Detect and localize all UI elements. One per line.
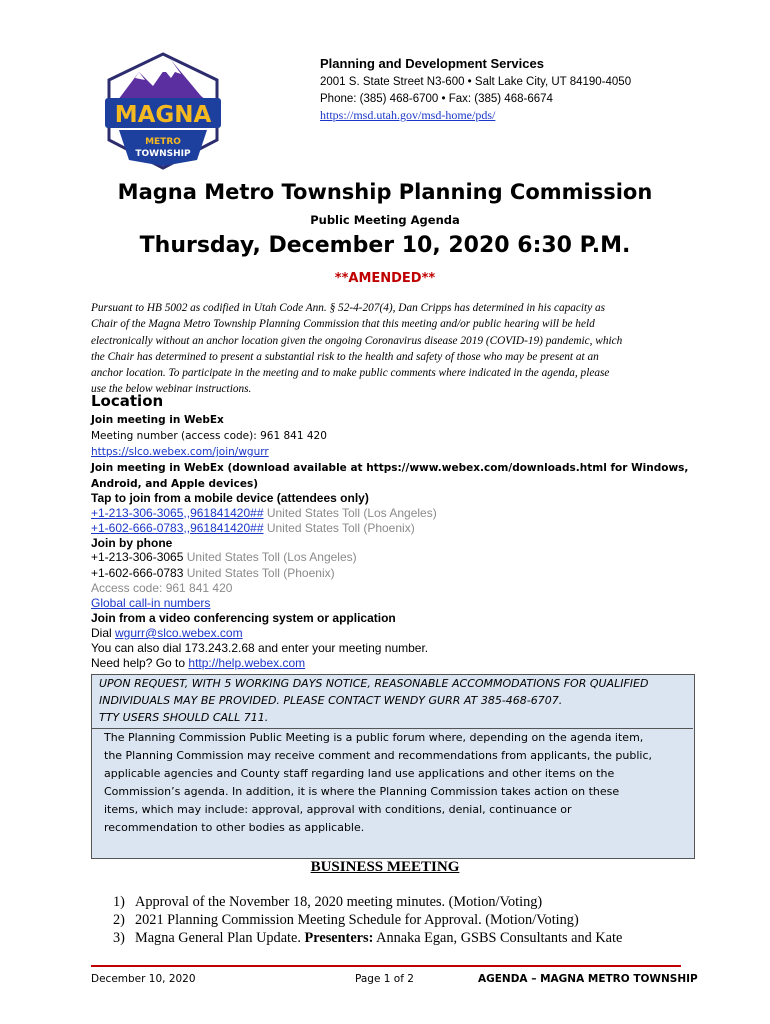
page-subtitle: Public Meeting Agenda [310,213,460,227]
public-forum-line: the Planning Commission may receive comment and recommendations from applicants, the public, [104,749,653,762]
join-webex-label: Join meeting in WebEx [91,414,224,426]
agenda-item-text: Magna General Plan Update. [135,930,305,946]
phone-number-la: +1-213-306-3065 [91,550,184,564]
intro-line: Pursuant to HB 5002 as codified in Utah Code Ann. § 52-4-207(4), Dan Cripps has determined in his capacity as [91,302,606,314]
mobile-dial-row-1 [91,506,437,520]
webex-download-line-2: Android, and Apple devices) [91,478,259,490]
phone-row-1 [91,550,357,564]
phone-desc-phoenix: United States Toll (Phoenix) [183,566,335,580]
agenda-item-text: 2021 Planning Commission Meeting Schedule for Approval. (Motion/Voting) [135,912,579,928]
webex-download-line-1: Join meeting in WebEx (download available at https://www.webex.com/downloads.html for Windows, [91,462,689,474]
footer-rule [91,965,681,967]
meeting-date: Thursday, December 10, 2020 6:30 P.M. [139,233,631,258]
agenda-item [113,912,579,929]
phone-join-heading: Join by phone [91,536,173,550]
public-forum-line: recommendation to other bodies as applicable. [104,821,365,834]
intro-paragraph [91,300,681,398]
dial-email-link[interactable]: wgurr@slco.webex.com [115,626,243,640]
phone-row-2 [91,566,335,580]
agenda-item-presenters: Annaka Egan, GSBS Consultants and Kate [373,930,623,946]
logo-sub-text-township: TOWNSHIP [135,149,191,159]
page-title: Magna Metro Township Planning Commission [117,180,653,204]
access-code: Access code: 961 841 420 [91,581,233,595]
header-website-link[interactable]: https://msd.utah.gov/msd-home/pds/ [320,108,496,122]
intro-line: anchor location. To participate in the meeting and to make public comments where indicated in the agenda, please [91,367,610,380]
footer-page-number: Page 1 of 2 [355,973,414,985]
accommodation-notice-line: UPON REQUEST, WITH 5 WORKING DAYS NOTICE, REASONABLE ACCOMMODATIONS FOR QUALIFIED [99,677,649,690]
mobile-dial-row-2 [91,521,415,535]
magna-metro-township-logo [101,52,225,170]
global-call-in-link[interactable]: Global call-in numbers [91,596,211,610]
mobile-dial-desc-phoenix: United States Toll (Phoenix) [263,521,415,535]
logo-main-text: MAGNA [114,102,212,128]
mobile-dial-desc-la: United States Toll (Los Angeles) [263,506,437,520]
dial-prefix: Dial [91,626,116,640]
intro-line: Chair of the Magna Metro Township Planning Commission that this meeting and/or public hearing will be held [91,318,595,331]
help-row [91,656,305,670]
business-meeting-heading: BUSINESS MEETING [310,859,460,875]
agenda-item [113,894,542,911]
footer-agenda-label: AGENDA – MAGNA METRO TOWNSHIP [478,973,698,985]
video-join-heading: Join from a video conferencing system or application [91,611,396,625]
help-prefix: Need help? Go to [91,656,189,670]
public-forum-line: items, which may include: approval, approval with conditions, denial, continuance or [104,803,572,816]
logo-sub-text-metro: METRO [145,137,181,147]
intro-line: electronically without an anchor location given the ongoing Coronavirus disease 2019 (COVID-19) pandemic, which [91,334,623,347]
footer-date: December 10, 2020 [91,973,196,985]
public-forum-line: applicable agencies and County staff regarding land use applications and other items on the [104,767,615,780]
agenda-item [113,930,622,947]
mobile-dial-link-phoenix[interactable]: +1-602-666-0783,,961841420## [91,521,264,535]
mobile-dial-link-la[interactable]: +1-213-306-3065,,961841420## [91,506,264,520]
agenda-item-number: 2) [113,912,125,928]
agenda-item-number: 1) [113,894,125,910]
meeting-number: Meeting number (access code): 961 841 420 [91,430,327,442]
also-dial-text: You can also dial 173.243.2.68 and enter your meeting number. [91,641,429,655]
phone-number-phoenix: +1-602-666-0783 [91,566,184,580]
accommodation-notice-line: INDIVIDUALS MAY BE PROVIDED. PLEASE CONTACT WENDY GURR AT 385-468-6707. [99,694,563,707]
agenda-item-text: Approval of the November 18, 2020 meeting minutes. (Motion/Voting) [135,894,543,910]
phone-desc-la: United States Toll (Los Angeles) [183,550,357,564]
help-link[interactable]: http://help.webex.com [188,656,306,670]
intro-line: the Chair has determined to present a substantial risk to the health and safety of those who may be present at an [91,350,599,363]
public-forum-line: The Planning Commission Public Meeting is a public forum where, depending on the agenda item, [104,731,644,744]
agenda-item-number: 3) [113,930,125,946]
agenda-item-presenters-label: Presenters: [304,930,374,946]
public-forum-line: Commission’s agenda. In addition, it is where the Planning Commission takes action on these [104,785,620,798]
dial-row [91,626,243,640]
header-phone: Phone: (385) 468-6700 • Fax: (385) 468-6674 [320,93,553,105]
amended-label: **AMENDED** [334,271,436,286]
mobile-join-heading: Tap to join from a mobile device (attendees only) [91,491,369,505]
header-title: Planning and Development Services [320,56,544,71]
webex-join-link[interactable]: https://slco.webex.com/join/wgurr [91,446,269,458]
location-heading: Location [91,392,164,410]
intro-line: use the below webinar instructions. [91,383,252,396]
header-address: 2001 S. State Street N3-600 • Salt Lake City, UT 84190-4050 [320,76,632,88]
accommodation-notice-line: TTY USERS SHOULD CALL 711. [99,711,269,724]
